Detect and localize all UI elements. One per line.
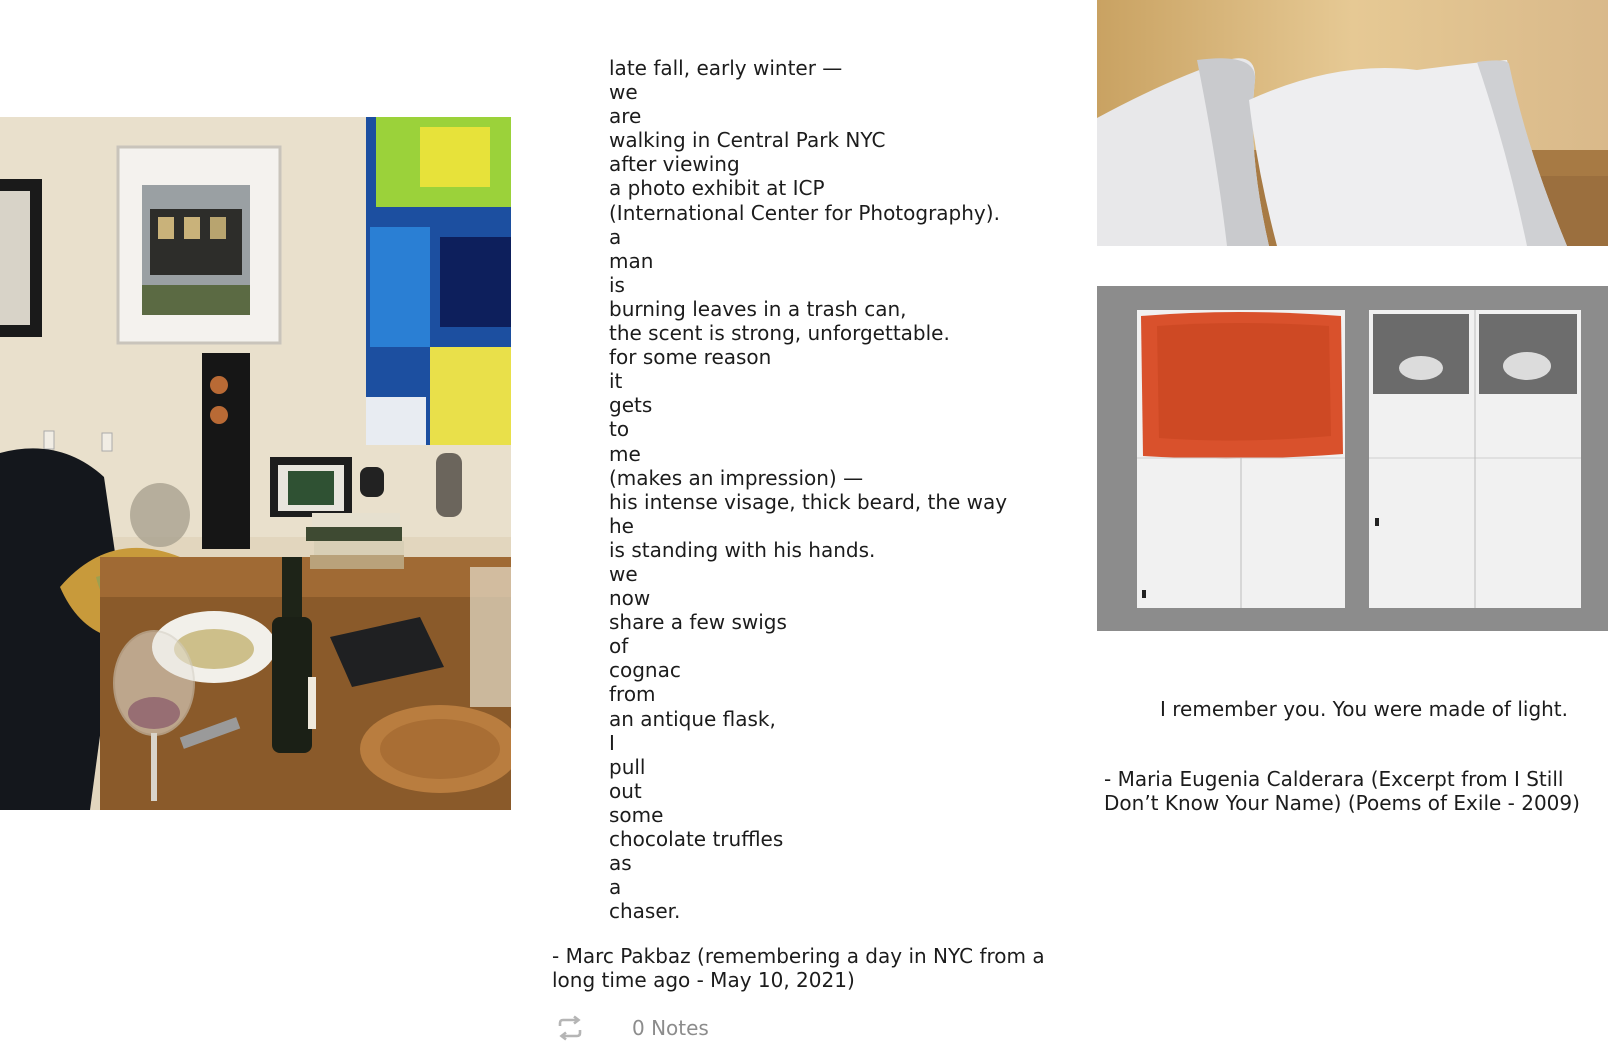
poem-line: chocolate truffles — [609, 827, 784, 851]
poem-line: from — [609, 682, 656, 707]
poem-line: he — [609, 513, 634, 538]
poem-line: an antique flask, — [609, 706, 776, 731]
poem-line: a — [609, 875, 622, 900]
poem-line: gets — [609, 393, 653, 418]
poem-line: me — [609, 441, 641, 466]
post-footer — [556, 1014, 709, 1042]
poem-line: we — [609, 561, 638, 586]
poem-line: is standing with his hands. — [609, 537, 876, 562]
notes-count[interactable]: 0 Notes — [632, 1016, 709, 1040]
poem-line: burning leaves in a trash can, — [609, 296, 907, 321]
quote-credit: - Maria Eugenia Calderara (Excerpt from I Still Don’t Know Your Name) (Poems of Exile - 2009) — [1104, 767, 1580, 815]
quote-text: I remember you. You were made of light. — [1160, 697, 1569, 721]
prints-photo[interactable] — [1097, 286, 1608, 631]
poem-line: we — [609, 80, 638, 105]
poem-line: cognac — [609, 658, 681, 683]
poem-line: out — [609, 778, 642, 803]
poem-line: (International Center for Photography). — [609, 200, 1000, 225]
poem-line: I — [609, 730, 615, 755]
poem-line: now — [609, 586, 651, 611]
poem-line: walking in Central Park NYC — [609, 128, 886, 153]
poem-line: is — [609, 272, 625, 297]
reblog-icon[interactable] — [556, 1014, 584, 1042]
poem-line: pull — [609, 754, 646, 779]
poem-credit: - Marc Pakbaz (remembering a day in NYC from a long time ago - May 10, 2021) — [552, 944, 1045, 992]
poem-line: man — [609, 248, 654, 273]
poem-line: a — [609, 224, 622, 249]
living-room-photo[interactable] — [0, 117, 511, 810]
poem-line: it — [609, 369, 623, 394]
poem-line: are — [609, 104, 642, 129]
poem-line: as — [609, 851, 632, 876]
poem-line: late fall, early winter — — [609, 56, 843, 80]
poem-line: after viewing — [609, 152, 740, 177]
poem-line: some — [609, 802, 664, 827]
poem-line: (makes an impression) — — [609, 465, 864, 490]
poem-line: of — [609, 634, 629, 659]
poem-line: his intense visage, thick beard, the way — [609, 489, 1008, 514]
poem-line: to — [609, 417, 630, 442]
poem-line: a photo exhibit at ICP — [609, 176, 825, 201]
poem-line: the scent is strong, unforgettable. — [609, 321, 950, 346]
poem-line: share a few swigs — [609, 610, 787, 635]
poem-line: for some reason — [609, 345, 772, 370]
pillows-photo[interactable] — [1097, 0, 1608, 246]
poem-text — [609, 56, 1049, 923]
poem-line: chaser. — [609, 899, 681, 924]
